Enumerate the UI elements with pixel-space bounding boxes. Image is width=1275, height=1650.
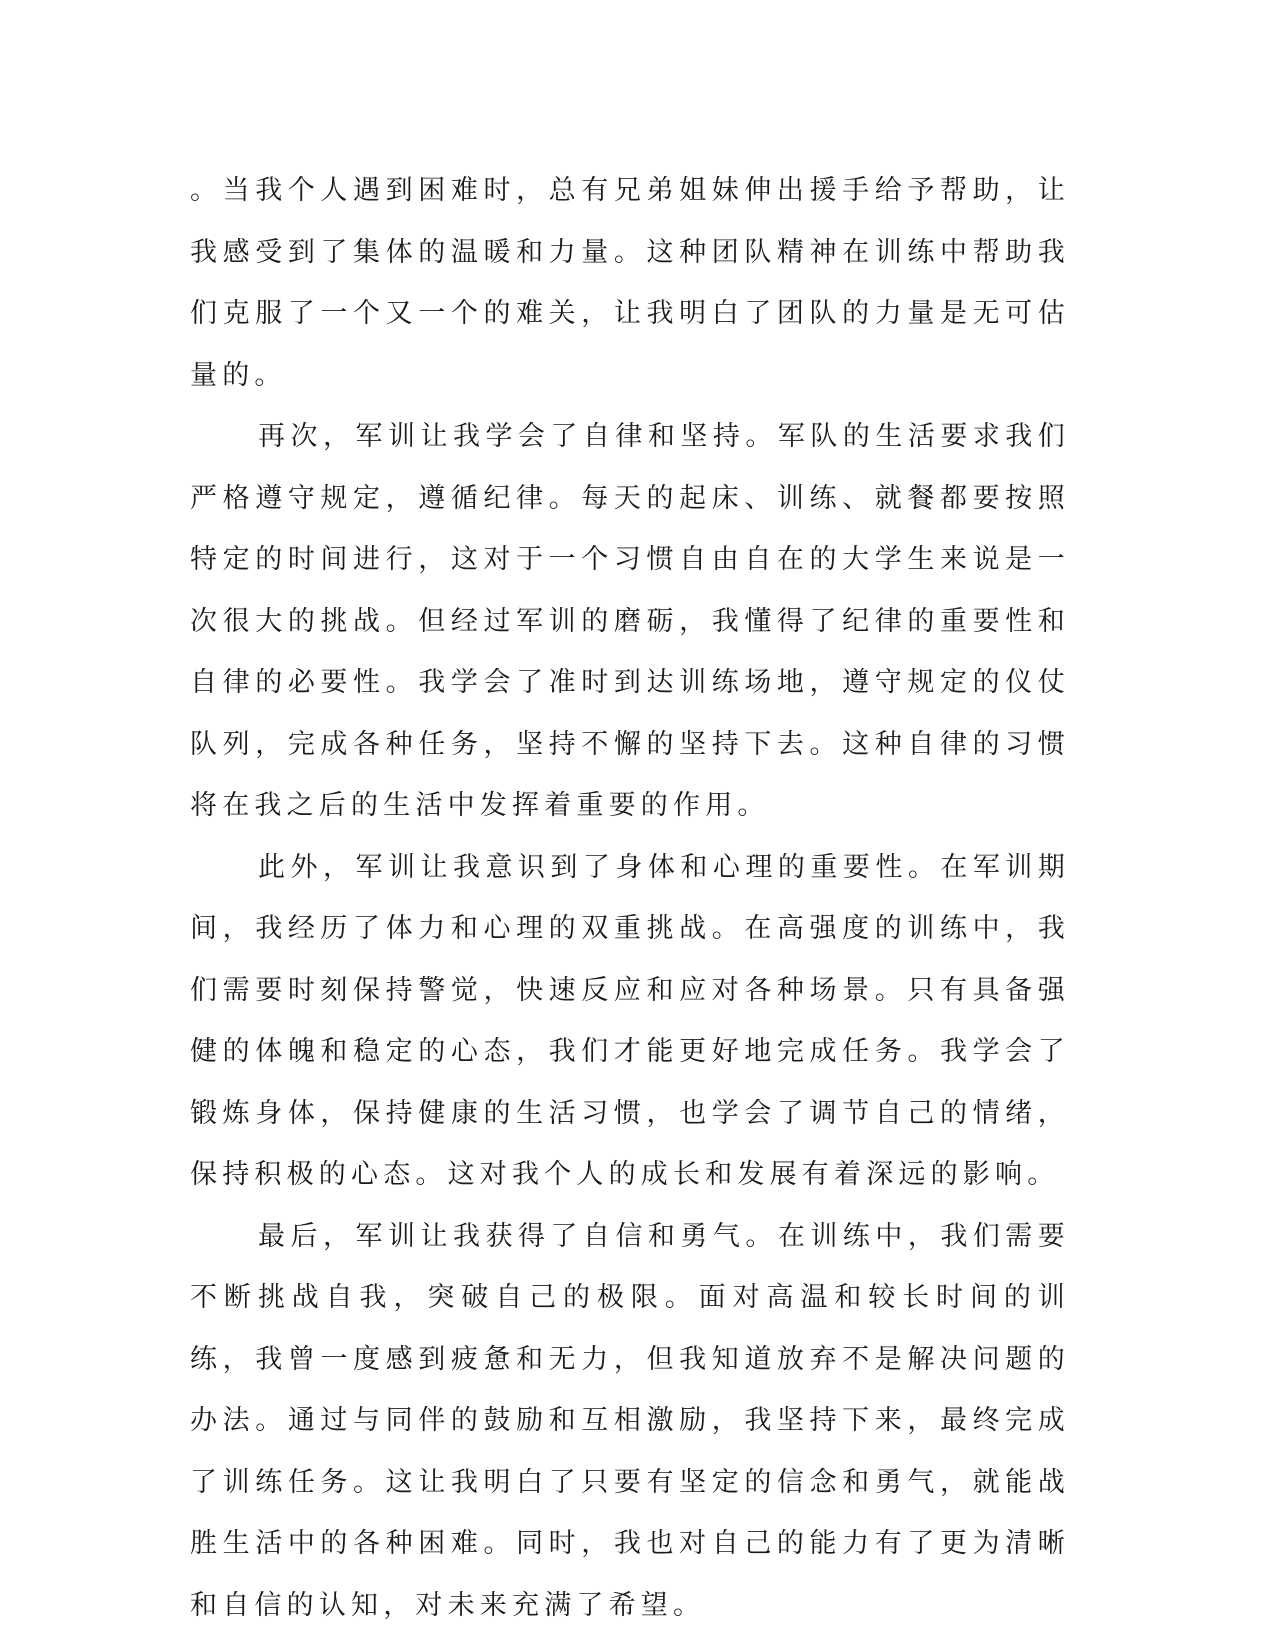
paragraph-4: 最后，军训让我获得了自信和勇气。在训练中，我们需要不断挑战自我，突破自己的极限。面对高温和较长时间的训练，我曾一度感到疲惫和无力，但我知道放弃不是解决问题的办法。通过与同伴的鼓励和互相激励，我坚持下来，最终完成了训练任务。这让我明白了只要有坚定的信念和勇气，就能战胜生活中的各种困难。同时，我也对自己的能力有了更为清晰和自信的认知，对未来充满了希望。 [190, 1220, 1070, 1621]
document-body [190, 160, 1070, 1636]
paragraph-1: 。当我个人遇到困难时，总有兄弟姐妹伸出援手给予帮助，让我感受到了集体的温暖和力量。这种团队精神在训练中帮助我们克服了一个又一个的难关，让我明白了团队的力量是无可估量的。 [190, 175, 1070, 391]
paragraph-2: 再次，军训让我学会了自律和坚持。军队的生活要求我们严格遵守规定，遵循纪律。每天的起床、训练、就餐都要按照特定的时间进行，这对于一个习惯自由自在的大学生来说是一次很大的挑战。但经过军训的磨砺，我懂得了纪律的重要性和自律的必要性。我学会了准时到达训练场地，遵守规定的仪仗队列，完成各种任务，坚持不懈的坚持下去。这种自律的习惯将在我之后的生活中发挥着重要的作用。 [190, 421, 1070, 821]
paragraph-3: 此外，军训让我意识到了身体和心理的重要性。在军训期间，我经历了体力和心理的双重挑战。在高强度的训练中，我们需要时刻保持警觉，快速反应和应对各种场景。只有具备强健的体魄和稳定的心态，我们才能更好地完成任务。我学会了锻炼身体，保持健康的生活习惯，也学会了调节自己的情绪，保持积极的心态。这对我个人的成长和发展有着深远的影响。 [190, 851, 1070, 1190]
